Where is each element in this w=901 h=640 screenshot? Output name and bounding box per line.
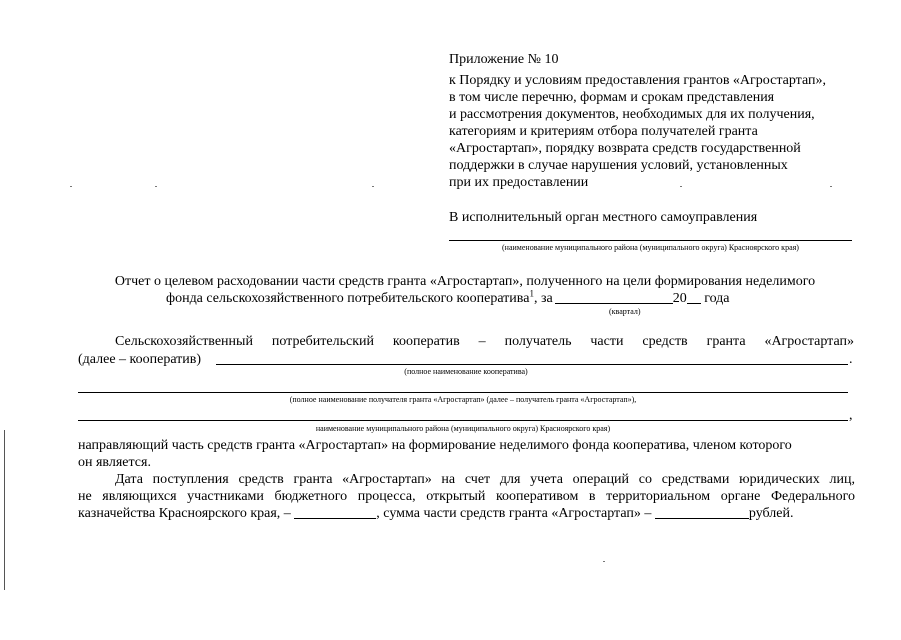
para2-line-3-c: рублей.: [748, 506, 794, 521]
recipient-fill-line: [78, 392, 848, 393]
year-blank: [687, 290, 701, 304]
appendix-line-1: к Порядку и условиям предоставления грантов «Агростартап»,: [449, 73, 826, 88]
municipal-fill-line: [78, 420, 848, 421]
date-blank: [294, 505, 376, 519]
footnote-mark: 1: [529, 288, 534, 299]
para2-line-2: не являющихся участниками бюджетного процесса, открытый кооперативом в территориальном органе Федерального: [78, 489, 855, 504]
para1-line-1: Сельскохозяйственный потребительский кооператив – получатель части средств гранта «Агростартап»: [115, 334, 854, 349]
appendix-number: Приложение № 10: [449, 52, 559, 67]
scan-speck: [830, 186, 832, 187]
recipient-caption: (полное наименование получателя гранта «Агростартап» (далее – получатель гранта «Агростартап»),: [289, 395, 637, 404]
coop-caption: (полное наименование кооператива): [404, 367, 528, 376]
para1-line-5: направляющий часть средств гранта «Агростартап» на формирование неделимого фонда кооператива, членом которого: [78, 438, 792, 453]
municipal-caption: наименование муниципального района (муниципального округа) Красноярского края): [315, 424, 611, 433]
quarter-blank: [555, 290, 673, 304]
para2-line-3-a: казначейства Красноярского края, –: [78, 506, 291, 521]
scan-speck: [70, 186, 72, 187]
scan-speck: [603, 561, 605, 562]
year-prefix: 20: [672, 291, 687, 306]
addressee-label: В исполнительный орган местного самоуправления: [449, 210, 758, 225]
addressee-caption: (наименование муниципального района (муниципального округа) Красноярского края): [502, 243, 799, 252]
quarter-caption: (квартал): [609, 307, 641, 316]
amount-blank: [655, 505, 749, 519]
para2-line-3: [78, 505, 793, 522]
appendix-line-3: и рассмотрения документов, необходимых для их получения,: [449, 107, 815, 122]
year-suffix: года: [704, 291, 730, 306]
coop-name-fill-line: [216, 364, 848, 365]
para1-line-2-prefix: (далее – кооператив): [78, 352, 202, 367]
para1-line-2-end: .: [849, 352, 853, 367]
scan-speck: [372, 186, 374, 187]
appendix-line-2: в том числе перечню, формам и срокам представления: [449, 90, 775, 105]
municipal-comma: ,: [849, 408, 853, 423]
report-title-line-1: Отчет о целевом расходовании части средств гранта «Агростартап», полученного на цели формирования неделимого: [114, 274, 816, 289]
title-line-2-prefix: фонда сельскохозяйственного потребительского кооператива: [166, 291, 530, 306]
para2-line-3-b: , сумма части средств гранта «Агростартап» –: [376, 506, 652, 521]
scan-speck: [680, 186, 682, 187]
scan-speck: [155, 186, 157, 187]
appendix-line-5: «Агростартап», порядку возврата средств государственной: [449, 141, 801, 156]
title-line-2-after: , за: [533, 291, 553, 306]
appendix-line-4: категориям и критериям отбора получателей гранта: [449, 124, 758, 139]
para1-line-6: он является.: [78, 455, 151, 470]
scan-edge-mark: [4, 430, 5, 590]
appendix-line-6: поддержки в случае нарушения условий, установленных: [449, 158, 788, 173]
addressee-fill-line: [449, 240, 852, 241]
report-title-line-2: [166, 290, 730, 307]
para2-line-1: Дата поступления средств гранта «Агростартап» на счет для учета операций со средствами юридических лиц,: [115, 472, 855, 487]
appendix-line-7: при их предоставлении: [449, 175, 589, 190]
